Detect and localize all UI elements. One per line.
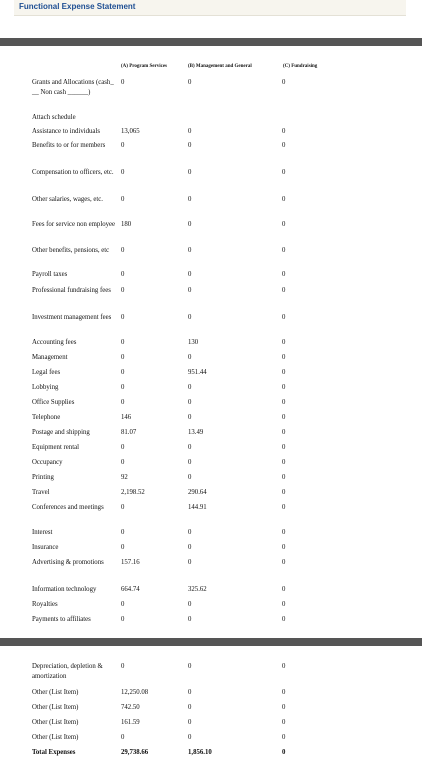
program-services-value: 157.16 bbox=[121, 559, 140, 566]
program-services-value: 13,065 bbox=[121, 128, 140, 135]
expense-label: Interest bbox=[32, 529, 53, 536]
expense-label: Benefits to or for members bbox=[32, 142, 106, 149]
section-divider bbox=[0, 638, 422, 646]
expense-label: Investment management fees bbox=[32, 314, 112, 321]
management-general-value: 290.64 bbox=[188, 489, 207, 496]
management-general-value: 0 bbox=[188, 169, 192, 176]
fundraising-value: 0 bbox=[282, 399, 286, 406]
expense-label: Depreciation, depletion & amortization bbox=[32, 663, 103, 680]
management-general-value: 0 bbox=[188, 414, 192, 421]
management-general-value: 0 bbox=[188, 128, 192, 135]
fundraising-value: 0 bbox=[282, 544, 286, 551]
expense-label: Lobbying bbox=[32, 384, 59, 391]
expense-label: Other salaries, wages, etc. bbox=[32, 196, 103, 203]
section-divider bbox=[0, 38, 422, 46]
fundraising-value: 0 bbox=[282, 704, 286, 711]
fundraising-value: 0 bbox=[282, 689, 286, 696]
program-services-value: 0 bbox=[121, 79, 125, 86]
fundraising-value: 0 bbox=[282, 719, 286, 726]
expense-label: Advertising & promotions bbox=[32, 559, 104, 566]
expense-label: Office Supplies bbox=[32, 399, 75, 406]
management-general-value: 0 bbox=[188, 79, 192, 86]
expense-label: Other benefits, pensions, etc bbox=[32, 247, 110, 254]
management-general-value: 13.49 bbox=[188, 429, 204, 436]
fundraising-value: 0 bbox=[282, 247, 286, 254]
header-fundraising: (C) Fundraising bbox=[283, 64, 318, 69]
program-services-value: 0 bbox=[121, 287, 125, 294]
management-general-value: 0 bbox=[188, 529, 192, 536]
program-services-value: 180 bbox=[121, 221, 132, 228]
program-services-value: 0 bbox=[121, 271, 125, 278]
program-services-value: 29,738.66 bbox=[121, 749, 149, 756]
management-general-value: 0 bbox=[188, 247, 192, 254]
fundraising-value: 0 bbox=[282, 444, 286, 451]
management-general-value: 0 bbox=[188, 271, 192, 278]
expense-label: Other (List Item) bbox=[32, 734, 79, 741]
expense-label: Postage and shipping bbox=[32, 429, 90, 436]
expense-label: Grants and Allocations (cash_ __ Non cash ______) bbox=[32, 79, 114, 96]
fundraising-value: 0 bbox=[282, 429, 286, 436]
management-general-value: 0 bbox=[188, 196, 192, 203]
management-general-value: 0 bbox=[188, 734, 192, 741]
fundraising-value: 0 bbox=[282, 287, 286, 294]
management-general-value: 0 bbox=[188, 142, 192, 149]
fundraising-value: 0 bbox=[282, 271, 286, 278]
fundraising-value: 0 bbox=[282, 414, 286, 421]
fundraising-value: 0 bbox=[282, 559, 286, 566]
management-general-value: 951.44 bbox=[188, 369, 207, 376]
management-general-value: 0 bbox=[188, 704, 192, 711]
management-general-value: 0 bbox=[188, 559, 192, 566]
program-services-value: 0 bbox=[121, 544, 125, 551]
program-services-value: 0 bbox=[121, 616, 125, 623]
program-services-value: 0 bbox=[121, 444, 125, 451]
fundraising-value: 0 bbox=[282, 369, 286, 376]
fundraising-value: 0 bbox=[282, 616, 286, 623]
expense-label: Equipment rental bbox=[32, 444, 79, 451]
management-general-value: 0 bbox=[188, 399, 192, 406]
expense-label: Payments to affiliates bbox=[32, 616, 91, 623]
management-general-value: 325.62 bbox=[188, 586, 207, 593]
program-services-value: 0 bbox=[121, 339, 125, 346]
expense-label: Other (List Item) bbox=[32, 689, 79, 696]
management-general-value: 144.91 bbox=[188, 504, 207, 511]
management-general-value: 0 bbox=[188, 474, 192, 481]
management-general-value: 0 bbox=[188, 459, 192, 466]
fundraising-value: 0 bbox=[282, 734, 286, 741]
program-services-value: 2,198.52 bbox=[121, 489, 145, 496]
management-general-value: 0 bbox=[188, 544, 192, 551]
program-services-value: 92 bbox=[121, 474, 128, 481]
program-services-value: 664.74 bbox=[121, 586, 140, 593]
management-general-value: 0 bbox=[188, 314, 192, 321]
program-services-value: 0 bbox=[121, 399, 125, 406]
management-general-value: 0 bbox=[188, 719, 192, 726]
expense-label: Travel bbox=[32, 489, 50, 496]
expense-label: Management bbox=[32, 354, 68, 361]
expense-label: Fees for service non employee bbox=[32, 221, 116, 228]
program-services-value: 0 bbox=[121, 504, 125, 511]
program-services-value: 0 bbox=[121, 459, 125, 466]
program-services-value: 0 bbox=[121, 142, 125, 149]
expense-label: Other (List Item) bbox=[32, 704, 79, 711]
program-services-value: 81.07 bbox=[121, 429, 137, 436]
expense-label: Insurance bbox=[32, 544, 59, 551]
fundraising-value: 0 bbox=[282, 339, 286, 346]
fundraising-value: 0 bbox=[282, 79, 286, 86]
program-services-value: 161.59 bbox=[121, 719, 140, 726]
expense-label: Printing bbox=[32, 474, 54, 481]
fundraising-value: 0 bbox=[282, 169, 286, 176]
management-general-value: 0 bbox=[188, 601, 192, 608]
management-general-value: 130 bbox=[188, 339, 199, 346]
management-general-value: 0 bbox=[188, 221, 192, 228]
expense-label: Legal fees bbox=[32, 369, 61, 376]
program-services-value: 0 bbox=[121, 247, 125, 254]
management-general-value: 0 bbox=[188, 616, 192, 623]
program-services-value: 0 bbox=[121, 196, 125, 203]
fundraising-value: 0 bbox=[282, 221, 286, 228]
management-general-value: 0 bbox=[188, 689, 192, 696]
expense-label: Accounting fees bbox=[32, 339, 77, 346]
header-management-general: (B) Management and General bbox=[188, 64, 252, 69]
fundraising-value: 0 bbox=[282, 459, 286, 466]
page-title: Functional Expense Statement bbox=[19, 2, 136, 11]
expense-label: Professional fundraising fees bbox=[32, 287, 111, 294]
management-general-value: 0 bbox=[188, 354, 192, 361]
management-general-value: 0 bbox=[188, 384, 192, 391]
expense-label: Payroll taxes bbox=[32, 271, 68, 278]
expense-label: Other (List Item) bbox=[32, 719, 79, 726]
program-services-value: 0 bbox=[121, 314, 125, 321]
program-services-value: 742.50 bbox=[121, 704, 140, 711]
fundraising-value: 0 bbox=[282, 142, 286, 149]
expense-label: Information technology bbox=[32, 586, 97, 593]
fundraising-value: 0 bbox=[282, 586, 286, 593]
expense-label: Compensation to officers, etc. bbox=[32, 169, 114, 176]
program-services-value: 0 bbox=[121, 169, 125, 176]
fundraising-value: 0 bbox=[282, 354, 286, 361]
expense-label: Assistance to individuals bbox=[32, 128, 100, 135]
program-services-value: 0 bbox=[121, 529, 125, 536]
program-services-value: 0 bbox=[121, 734, 125, 741]
fundraising-value: 0 bbox=[282, 196, 286, 203]
expense-label: Telephone bbox=[32, 414, 61, 421]
program-services-value: 0 bbox=[121, 369, 125, 376]
fundraising-value: 0 bbox=[282, 314, 286, 321]
expense-label: Royalties bbox=[32, 601, 58, 608]
program-services-value: 0 bbox=[121, 663, 125, 670]
program-services-value: 0 bbox=[121, 384, 125, 391]
fundraising-value: 0 bbox=[282, 663, 286, 670]
fundraising-value: 0 bbox=[282, 749, 286, 756]
fundraising-value: 0 bbox=[282, 504, 286, 511]
management-general-value: 0 bbox=[188, 444, 192, 451]
fundraising-value: 0 bbox=[282, 384, 286, 391]
fundraising-value: 0 bbox=[282, 128, 286, 135]
expense-label: Occupancy bbox=[32, 459, 63, 466]
fundraising-value: 0 bbox=[282, 489, 286, 496]
program-services-value: 146 bbox=[121, 414, 132, 421]
title-bar bbox=[14, 0, 406, 16]
fundraising-value: 0 bbox=[282, 474, 286, 481]
fundraising-value: 0 bbox=[282, 601, 286, 608]
program-services-value: 0 bbox=[121, 601, 125, 608]
program-services-value: 0 bbox=[121, 354, 125, 361]
program-services-value: 12,250.08 bbox=[121, 689, 149, 696]
expense-label: Conferences and meetings bbox=[32, 504, 104, 511]
fundraising-value: 0 bbox=[282, 529, 286, 536]
management-general-value: 1,856.10 bbox=[188, 749, 212, 756]
expense-label: Total Expenses bbox=[32, 749, 76, 756]
expense-label: Attach schedule bbox=[32, 114, 76, 121]
header-program-services: (A) Program Services bbox=[121, 64, 168, 69]
management-general-value: 0 bbox=[188, 287, 192, 294]
management-general-value: 0 bbox=[188, 663, 192, 670]
